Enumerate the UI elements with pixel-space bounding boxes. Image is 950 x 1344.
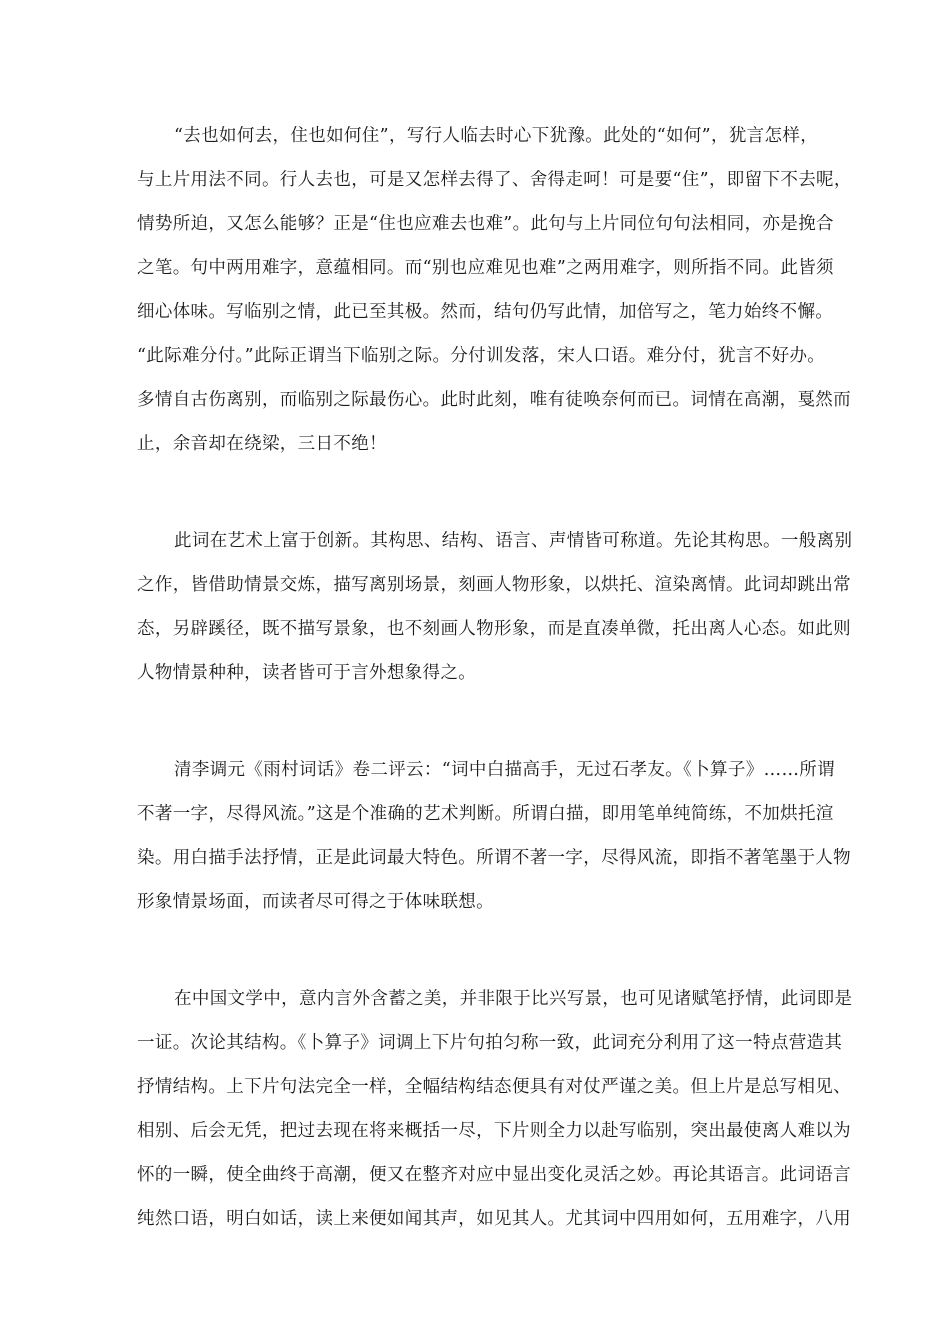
text-line: 清李调元《雨村词话》卷二评云：“词中白描高手，无过石孝友。《卜算子》……所谓 <box>174 760 835 780</box>
text-line: 抒情结构。上下片句法完全一样，全幅结构结态便具有对仗严谨之美。但上片是总写相见、 <box>137 1077 851 1097</box>
text-line: 与上片用法不同。行人去也，可是又怎样去得了、舍得走呵！可是要“住”，即留下不去呢， <box>137 170 852 190</box>
text-line: 情势所迫，又怎么能够？正是“住也应难去也难”。此句与上片同位句句法相同，亦是挽合 <box>137 214 834 234</box>
text-line: 纯然口语，明白如话，读上来便如闻其声，如见其人。尤其词中四用如何，五用难字，八用 <box>137 1209 851 1229</box>
text-line: 形象情景场面，而读者尽可得之于体味联想。 <box>137 892 494 912</box>
text-line: “去也如何去，住也如何住”，写行人临去时心下犹豫。此处的“如何”，犹言怎样， <box>174 126 819 146</box>
text-line: 不著一字，尽得风流。”这是个准确的艺术判断。所谓白描，即用笔单纯简练，不加烘托渲 <box>137 804 834 824</box>
text-line: 怀的一瞬，使全曲终于高潮，便又在整齐对应中显出变化灵活之妙。再论其语言。此词语言 <box>137 1165 851 1185</box>
text-line: “此际难分付。”此际正谓当下临别之际。分付训发落，宋人口语。难分付，犹言不好办。 <box>137 346 826 366</box>
text-line: 态，另辟蹊径，既不描写景象，也不刻画人物形象，而是直凑单微，托出离人心态。如此则 <box>137 619 851 639</box>
text-line: 在中国文学中，意内言外含蓄之美，并非限于比兴写景，也可见诸赋笔抒情，此词即是 <box>174 989 853 1009</box>
text-line: 之笔。句中两用难字，意蕴相同。而“别也应难见也难”之两用难字，则所指不同。此皆须 <box>137 258 834 278</box>
text-line: 一证。次论其结构。《卜算子》词调上下片句拍匀称一致，此词充分利用了这一特点营造其 <box>137 1033 843 1053</box>
text-line: 多情自古伤离别，而临别之际最伤心。此时此刻，唯有徒唤奈何而已。词情在高潮，戛然而 <box>137 390 851 410</box>
text-line: 此词在艺术上富于创新。其构思、结构、语言、声情皆可称道。先论其构思。一般离别 <box>174 531 853 551</box>
text-line: 染。用白描手法抒情，正是此词最大特色。所谓不著一字，尽得风流，即指不著笔墨于人物 <box>137 848 851 868</box>
text-line: 人物情景种种，读者皆可于言外想象得之。 <box>137 663 477 683</box>
text-line: 止，余音却在绕梁，三日不绝！ <box>137 434 387 454</box>
text-line: 相别、后会无凭，把过去现在将来概括一尽，下片则全力以赴写临别，突出最使离人难以为 <box>137 1121 851 1141</box>
text-line: 之作，皆借助情景交炼，描写离别场景，刻画人物形象，以烘托、渲染离情。此词却跳出常 <box>137 575 851 595</box>
text-line: 细心体味。写临别之情，此已至其极。然而，结句仍写此情，加倍写之，笔力始终不懈。 <box>137 302 834 322</box>
